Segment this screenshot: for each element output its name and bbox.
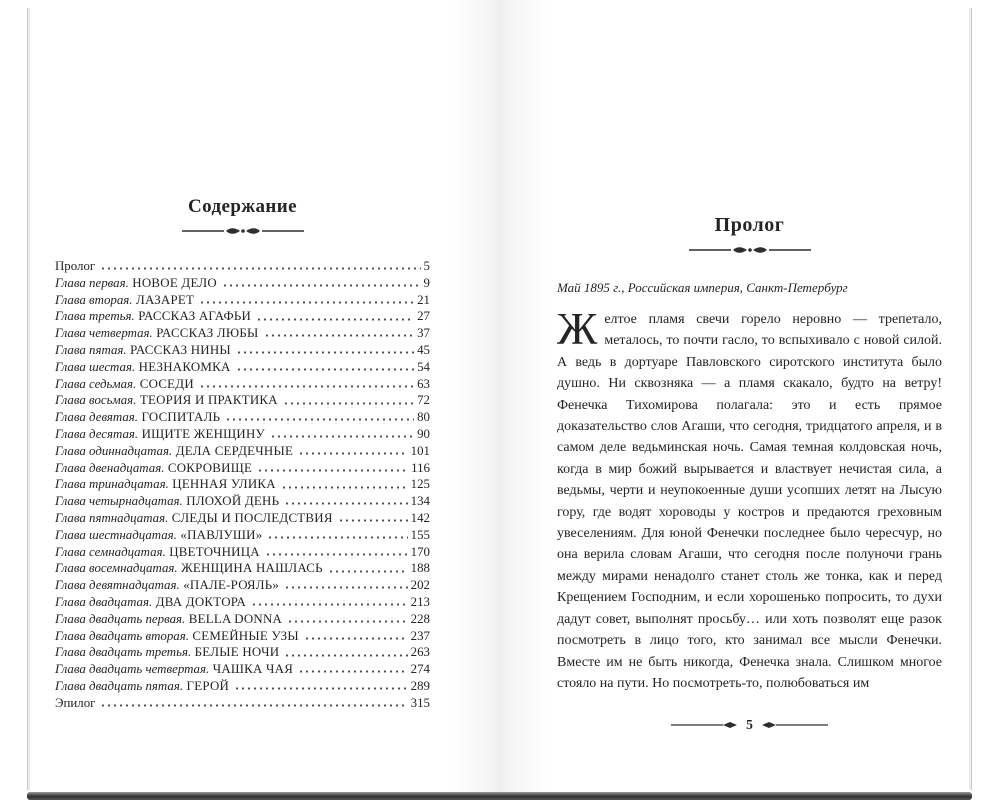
- toc-entry-label: [55, 644, 279, 661]
- toc-entry: [55, 493, 430, 510]
- toc-dot-leader: [225, 409, 414, 426]
- toc-entry-lead: Глава четвертая.: [55, 326, 153, 341]
- toc-entry: [55, 476, 430, 493]
- toc-entry: [55, 258, 430, 275]
- toc-entry-label: [55, 258, 95, 275]
- toc-entry: [55, 695, 430, 712]
- prologue-body: [557, 304, 942, 694]
- toc-dot-leader: [284, 577, 408, 594]
- toc-page-number: 289: [410, 678, 430, 693]
- toc-entry-title: ЛАЗАРЕТ: [132, 292, 195, 307]
- toc-dot-leader: [298, 661, 408, 678]
- toc-list: [55, 258, 430, 712]
- page-gutter-shadow: [452, 0, 548, 793]
- toc-entry: [55, 292, 430, 309]
- page-footer: [557, 717, 942, 733]
- toc-dot-leader: [298, 443, 408, 460]
- toc-entry-lead: Глава вторая.: [55, 292, 133, 307]
- toc-dot-leader: [265, 544, 408, 561]
- toc-entry-title: ЦВЕТОЧНИЦА: [165, 544, 260, 559]
- toc-page-number: 142: [410, 510, 430, 525]
- toc-entry-lead: Глава третья.: [55, 309, 135, 324]
- toc-page-number: 155: [410, 527, 430, 542]
- toc-entry-lead: Глава девятнадцатая.: [55, 578, 180, 593]
- toc-dot-leader: [270, 426, 414, 443]
- toc-entry-title: СЛЕДЫ И ПОСЛЕДСТВИЯ: [168, 510, 333, 525]
- toc-page-number: 37: [417, 326, 430, 341]
- toc-page-number: 72: [417, 393, 430, 408]
- toc-entry-lead: Глава шестнадцатая.: [55, 527, 177, 542]
- toc-entry-lead: Глава одиннадцатая.: [55, 443, 173, 458]
- toc-entry: [55, 275, 430, 292]
- toc-entry-label: [55, 577, 279, 594]
- toc-entry-lead: Глава шестая.: [55, 359, 136, 374]
- toc-page-number: 27: [417, 309, 430, 324]
- toc-entry-label: [55, 342, 231, 359]
- toc-entry: [55, 308, 430, 325]
- toc-entry-label: [55, 476, 276, 493]
- toc-page-number: 63: [417, 376, 430, 391]
- toc-entry-lead: Глава двадцатая.: [55, 594, 153, 609]
- toc-page-number: 237: [410, 628, 430, 643]
- toc-dot-leader: [199, 376, 414, 393]
- toc-entry: [55, 376, 430, 393]
- toc-entry-lead: Эпилог: [55, 695, 96, 710]
- toc-entry: [55, 661, 430, 678]
- toc-entry-title: ПЛОХОЙ ДЕНЬ: [182, 494, 280, 509]
- toc-page-number: 263: [410, 645, 430, 660]
- toc-entry-label: [55, 678, 229, 695]
- toc-entry-lead: Пролог: [55, 259, 96, 273]
- toc-entry-lead: Глава семнадцатая.: [55, 544, 166, 559]
- toc-entry-title: РАССКАЗ НИНЫ: [126, 342, 231, 357]
- toc-dot-leader: [222, 275, 421, 292]
- toc-entry-title: ЦЕННАЯ УЛИКА: [168, 477, 276, 492]
- toc-page-number: 134: [410, 494, 430, 509]
- toc-entry-lead: Глава восемнадцатая.: [55, 561, 178, 576]
- toc-entry-label: [55, 359, 231, 376]
- toc-entry: [55, 527, 430, 544]
- toc-entry-title: СОСЕДИ: [136, 376, 194, 391]
- toc-entry-label: [55, 426, 265, 443]
- toc-entry-label: [55, 611, 282, 628]
- toc-dot-leader: [236, 342, 414, 359]
- right-page-edge: [969, 8, 972, 790]
- toc-page-number: 170: [410, 544, 430, 559]
- toc-dot-leader: [338, 510, 408, 527]
- toc-entry-label: [55, 460, 252, 477]
- toc-entry-title: БЕЛЫЕ НОЧИ: [191, 645, 280, 660]
- toc-entry-lead: Глава пятнадцатая.: [55, 510, 169, 525]
- toc-entry: [55, 644, 430, 661]
- toc-entry-lead: Глава двадцать четвертая.: [55, 662, 210, 677]
- toc-entry-title: ЧАШКА ЧАЯ: [209, 662, 294, 677]
- toc-entry-title: «ПАЛЕ-РОЯЛЬ»: [179, 578, 280, 593]
- toc-entry-label: [55, 376, 194, 393]
- toc-entry-label: [55, 695, 95, 712]
- toc-dot-leader: [264, 325, 415, 342]
- prologue-paragraph: елтое пламя свечи горело неровно — трепетало, металось, то почти гасло, то вспыхивало с новой силой. А ведь в дортуаре Павловского сиротского института было душно. Ни сквозняка — а пламя скакало, будто на ветру! Фенечка Тихомирова полагала: это и есть прямое доказательство слов Агаши, что сегодня, тридцатого апреля, и в самом деле ведьминская ночь. Самая темная колдовская ночь, когда в мир божий вырывается и властвует нечистая сила, а ведьмы, черти и неупокоенные души усопших летят на Лысую гору, где водят хороводы у костров и предаются греховным увеселениям. Для юной Фенечки последнее было чересчур, но она верила словам Агаши, что сегодня после полуночи грань между мирами ненадолго станет столь же тонка, как и перед Крещением Господним, и если хорошенько попросить, то духи дадут совет, выполнят просьбу… или хоть позволят еще разок посмотреть в лицо того, кто занимал все мысли Фенечки. Вместе им не быть никогда, Фенечка знала. Слишком многое стояло на пути. Но посмотреть-то, полюбоваться им: [557, 312, 942, 691]
- left-page-edge: [27, 8, 30, 790]
- toc-entry-lead: Глава двенадцатая.: [55, 460, 165, 475]
- footer-flourish-left-icon: [671, 721, 737, 729]
- toc-entry-label: [55, 325, 259, 342]
- toc-page-number: 315: [410, 695, 430, 710]
- toc-entry-lead: Глава двадцать вторая.: [55, 628, 189, 643]
- toc-dot-leader: [284, 644, 407, 661]
- toc-dot-leader: [100, 258, 420, 275]
- toc-entry-title: ТЕОРИЯ И ПРАКТИКА: [136, 393, 278, 408]
- toc-entry-title: НОВОЕ ДЕЛО: [128, 275, 217, 290]
- toc-entry: [55, 594, 430, 611]
- toc-entry: [55, 443, 430, 460]
- toc-entry: [55, 544, 430, 561]
- toc-entry: [55, 577, 430, 594]
- toc-entry-lead: Глава двадцать первая.: [55, 611, 186, 626]
- toc-entry-title: «ПАВЛУШИ»: [176, 527, 263, 542]
- toc-dot-leader: [304, 628, 408, 645]
- prologue-dateline: Май 1895 г., Российская империя, Санкт-Петербург: [557, 280, 848, 295]
- footer-flourish-right-icon: [762, 721, 828, 729]
- toc-page-number: 54: [417, 359, 430, 374]
- toc-entry-title: ЖЕНЩИНА НАШЛАСЬ: [177, 561, 323, 576]
- toc-page-number: 45: [417, 342, 430, 357]
- toc-dot-leader: [236, 359, 415, 376]
- drop-cap: Ж: [557, 304, 598, 354]
- toc-page-number: 274: [410, 662, 430, 677]
- toc-dot-leader: [281, 476, 408, 493]
- toc-entry-label: [55, 544, 260, 561]
- toc-entry-label: [55, 594, 246, 611]
- toc-entry: [55, 325, 430, 342]
- toc-entry-lead: Глава четырнадцатая.: [55, 494, 183, 509]
- toc-page-number: 90: [417, 426, 430, 441]
- toc-entry-label: [55, 628, 299, 645]
- toc-entry: [55, 510, 430, 527]
- toc-entry-label: [55, 527, 262, 544]
- toc-entry-lead: Глава первая.: [55, 275, 129, 290]
- toc-entry-title: РАССКАЗ АГАФЬИ: [134, 309, 252, 324]
- toc-dot-leader: [283, 392, 414, 409]
- prologue-heading: Пролог: [714, 214, 785, 236]
- toc-page-number: 202: [410, 578, 430, 593]
- toc-page-number: 101: [410, 443, 430, 458]
- toc-entry: [55, 628, 430, 645]
- toc-dot-leader: [256, 308, 414, 325]
- toc-entry-title: ИЩИТЕ ЖЕНЩИНУ: [138, 426, 265, 441]
- toc-dot-leader: [251, 594, 408, 611]
- toc-entry-title: ДЕЛА СЕРДЕЧНЫЕ: [172, 443, 294, 458]
- toc-entry-lead: Глава двадцать пятая.: [55, 678, 184, 693]
- toc-entry-lead: Глава десятая.: [55, 426, 139, 441]
- toc-entry-lead: Глава пятая.: [55, 342, 127, 357]
- ornament-divider-icon: [55, 225, 430, 237]
- toc-entry-title: РАССКАЗ ЛЮБЫ: [152, 326, 259, 341]
- toc-entry-lead: Глава девятая.: [55, 410, 138, 425]
- toc-entry-label: [55, 308, 251, 325]
- toc-entry-lead: Глава тринадцатая.: [55, 477, 169, 492]
- toc-entry-title: СЕМЕЙНЫЕ УЗЫ: [188, 628, 299, 643]
- toc-entry: [55, 460, 430, 477]
- toc-page-number: 80: [417, 410, 430, 425]
- toc-entry-label: [55, 443, 293, 460]
- toc-page-number: 9: [423, 275, 430, 290]
- toc-entry-title: BELLA DONNA: [185, 611, 283, 626]
- toc-dot-leader: [257, 460, 408, 477]
- toc-dot-leader: [287, 611, 408, 628]
- toc-entry-lead: Глава седьмая.: [55, 376, 137, 391]
- toc-heading: Содержание: [188, 196, 297, 217]
- toc-entry: [55, 409, 430, 426]
- toc-page-number: 213: [410, 594, 430, 609]
- toc-entry-lead: Глава восьмая.: [55, 393, 137, 408]
- toc-entry-label: [55, 510, 333, 527]
- toc-entry: [55, 426, 430, 443]
- toc-entry-title: ДВА ДОКТОРА: [152, 594, 247, 609]
- toc-dot-leader: [234, 678, 408, 695]
- toc-entry-label: [55, 493, 279, 510]
- toc-entry: [55, 678, 430, 695]
- toc-dot-leader: [100, 695, 407, 712]
- toc-entry-title: ГОСПИТАЛЬ: [138, 410, 221, 425]
- toc-entry: [55, 359, 430, 376]
- toc-entry-label: [55, 275, 217, 292]
- toc-entry-label: [55, 392, 278, 409]
- toc-page-number: 21: [417, 292, 430, 307]
- left-page: [55, 196, 430, 712]
- toc-entry-label: [55, 661, 293, 678]
- toc-entry: [55, 560, 430, 577]
- right-page: [557, 213, 942, 694]
- toc-entry-label: [55, 560, 323, 577]
- book-bottom-edge: [27, 792, 972, 800]
- toc-entry-title: ГЕРОЙ: [183, 678, 230, 693]
- footer-page-number: 5: [746, 717, 753, 732]
- toc-page-number: 125: [410, 477, 430, 492]
- toc-page-number: 116: [411, 460, 430, 475]
- toc-dot-leader: [328, 560, 408, 577]
- toc-dot-leader: [267, 527, 407, 544]
- toc-page-number: 188: [410, 561, 430, 576]
- toc-entry: [55, 392, 430, 409]
- toc-page-number: 5: [423, 259, 430, 273]
- toc-entry: [55, 342, 430, 359]
- toc-entry-lead: Глава двадцать третья.: [55, 645, 192, 660]
- toc-entry-title: НЕЗНАКОМКА: [135, 359, 231, 374]
- ornament-divider-icon: [557, 244, 942, 256]
- toc-page-number: 228: [410, 611, 430, 626]
- toc-dot-leader: [284, 493, 407, 510]
- toc-entry-title: СОКРОВИЩЕ: [164, 460, 253, 475]
- toc-entry-label: [55, 409, 220, 426]
- toc-dot-leader: [199, 292, 414, 309]
- toc-entry: [55, 611, 430, 628]
- toc-entry-label: [55, 292, 194, 309]
